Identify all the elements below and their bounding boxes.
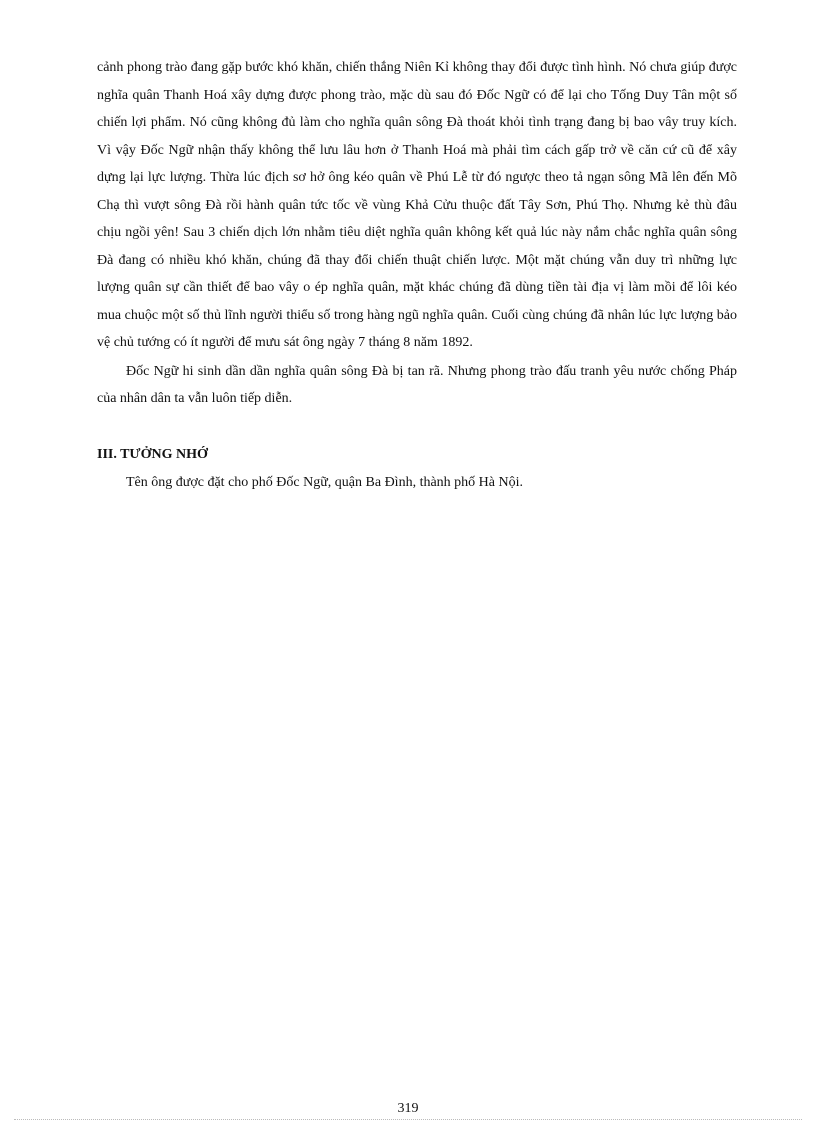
page-number: 319 <box>397 1101 419 1116</box>
body-paragraph: cảnh phong trào đang gặp bước khó khăn, chiến thắng Niên Kỉ không thay đổi được tình hình. Nó chưa giúp được nghĩa quân Thanh Hoá xây dựng được phong trào, mặc dù sau đó Đốc Ngữ có để lại cho Tống Duy Tân một số chiến lợi phẩm. Nó cũng không đủ làm cho nghĩa quân sông Đà thoát khỏi tình trạng đang bị bao vây truy kích. Vì vậy Đốc Ngữ nhận thấy không thể lưu lâu hơn ở Thanh Hoá mà phải tìm cách gấp trở về căn cứ cũ để xây dựng lại lực lượng. Thừa lúc địch sơ hở ông kéo quân về Phú Lễ từ đó ngược theo tả ngạn sông Mã lên đến Mõ Chạ thì vượt sông Đà rồi hành quân tức tốc về vùng Khả Cửu thuộc đất Tây Sơn, Phú Thọ. Nhưng kẻ thù đâu chịu ngồi yên! Sau 3 chiến dịch lớn nhằm tiêu diệt nghĩa quân không kết quả lúc này nắm chắc nghĩa quân sông Đà đang có nhiều khó khăn, chúng đã thay đổi chiến thuật chiến lược. Một mặt chúng vẫn duy trì những lực lượng quân sự cần thiết để bao vây o ép nghĩa quân, mặt khác chúng đã dùng tiền tài địa vị làm mồi để lôi kéo mua chuộc một số thủ lĩnh người thiểu số trong hàng ngũ nghĩa quân. Cuối cùng chúng đã nhân lúc lực lượng bảo vệ chủ tướng có ít người để mưu sát ông ngày 7 tháng 8 năm 1892. <box>97 60 737 350</box>
document-body <box>97 54 737 496</box>
footer-divider <box>14 1119 802 1120</box>
body-paragraph: Đốc Ngữ hi sinh dần dần nghĩa quân sông Đà bị tan rã. Nhưng phong trào đấu tranh yêu nước chống Pháp của nhân dân ta vẫn luôn tiếp diễn. <box>97 363 737 406</box>
body-paragraph: Tên ông được đặt cho phố Đốc Ngữ, quận Ba Đình, thành phố Hà Nội. <box>126 474 524 490</box>
section-heading: III. TƯỞNG NHỚ <box>97 446 208 462</box>
